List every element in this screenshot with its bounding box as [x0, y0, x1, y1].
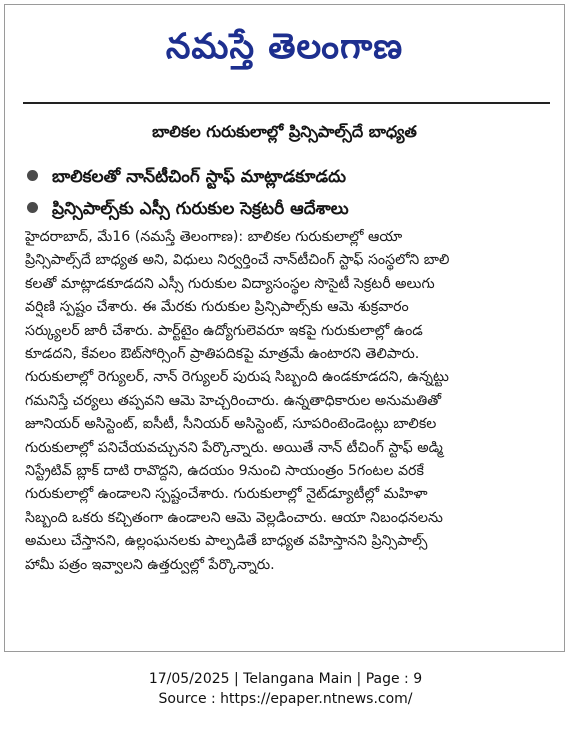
article-line: వర్షిణి స్పష్టం చేశారు. ఈ మేరకు గురుకుల ప్రిన్సిపాల్స్‌కు ఆమె శుక్రవారం [25, 299, 409, 316]
subheading-text: బాలికలతో నాన్‌టీచింగ్ స్టాఫ్ మాట్లాడకూడదు [52, 167, 347, 187]
article-line: గురుకులాల్లో రెగ్యులర్, నాన్ రెగ్యులర్ పురుష సిబ్బంది ఉండకూడదని, ఉన్నట్టు [25, 369, 449, 386]
subheading-item [27, 161, 349, 193]
newspaper-clipping [4, 4, 565, 652]
bullet-dot-icon [27, 170, 38, 181]
article-line: సర్క్యులర్ జారీ చేశారు. పార్ట్‌టైం ఉద్యోగులెవరూ ఇకపై గురుకులాల్లో ఉండ [25, 322, 423, 339]
article-line: హైదరాబాద్, మే16 (నమస్తే తెలంగాణ): బాలికల గురుకులాల్లో ఆయా [25, 229, 403, 245]
article-line: గమనిస్తే చర్యలు తప్పవని ఆమె హెచ్చరించారు. ఉన్నతాధికారుల అనుమతితో [25, 392, 442, 409]
article-line: ప్రిన్సిపాల్స్‌దే బాధ్యత అని, విధులు నిర్వర్తించే నాన్‌టీచింగ్ స్టాఫ్ సంస్థలోని బాలి [25, 252, 450, 269]
article-body [25, 226, 558, 577]
article-line: జూనియర్ అసిస్టెంట్, ఐసీటీ, సీనియర్ అసిస్టెంట్, సూపరింటెండెంట్లు బాలికల [25, 416, 437, 433]
article-line: కూడదని, కేవలం ఔట్‌సోర్సింగ్ ప్రాతిపదికపై మాత్రమే ఉంటారని తెలిపారు. [25, 346, 420, 363]
article-line: కలతో మాట్లాడకూడదని ఎస్సీ గురుకుల విద్యాసంస్థల సొసైటీ సెక్రటరీ అలుగు [25, 275, 435, 292]
subheading-list [27, 161, 349, 225]
subheading-text: ప్రిన్సిపాల్స్‌కు ఎస్సీ గురుకుల సెక్రటరీ ఆదేశాలు [52, 199, 349, 219]
bullet-dot-icon [27, 202, 38, 213]
article-headline: బాలికల గురుకులాల్లో ప్రిన్సిపాల్స్‌దే బాధ్యత [152, 122, 417, 141]
article-line: హామీ పత్రం ఇవ్వాలని ఉత్తర్వుల్లో పేర్కొన్నారు. [25, 556, 275, 573]
article-line: అమలు చేస్తానని, ఉల్లంఘనలకు పాల్పడితే బాధ్యత వహిస్తానని ప్రిన్సిపాల్స్ [25, 533, 428, 550]
newspaper-masthead: నమస్తే తెలంగాణ [165, 27, 404, 67]
article-line: గురుకులాల్లో పనిచేయవచ్చునని పేర్కొన్నారు. అయితే నాన్ టీచింగ్ స్టాఫ్ అడ్మి [25, 439, 443, 456]
masthead-divider [23, 102, 550, 104]
article-line: గురుకులాల్లో ఉండాలని స్పష్టంచేశారు. గురుకులాల్లో నైట్‌డ్యూటీల్లో మహిళా [25, 486, 428, 503]
article-line: నిస్ట్రేటివ్ బ్లాక్ దాటి రావొద్దని, ఉదయం 9నుంచి సాయంత్రం 5గంటల వరకే [25, 463, 424, 480]
article-line: సిబ్బంది ఒకరు కచ్చితంగా ఉండాలని ఆమె వెల్లడించారు. ఆయా నిబంధనలను [25, 509, 443, 526]
subheading-item [27, 193, 349, 225]
edition-info: 17/05/2025 | Telangana Main | Page : 9 [148, 671, 423, 687]
source-link[interactable]: Source : https://epaper.ntnews.com/ [158, 691, 413, 707]
